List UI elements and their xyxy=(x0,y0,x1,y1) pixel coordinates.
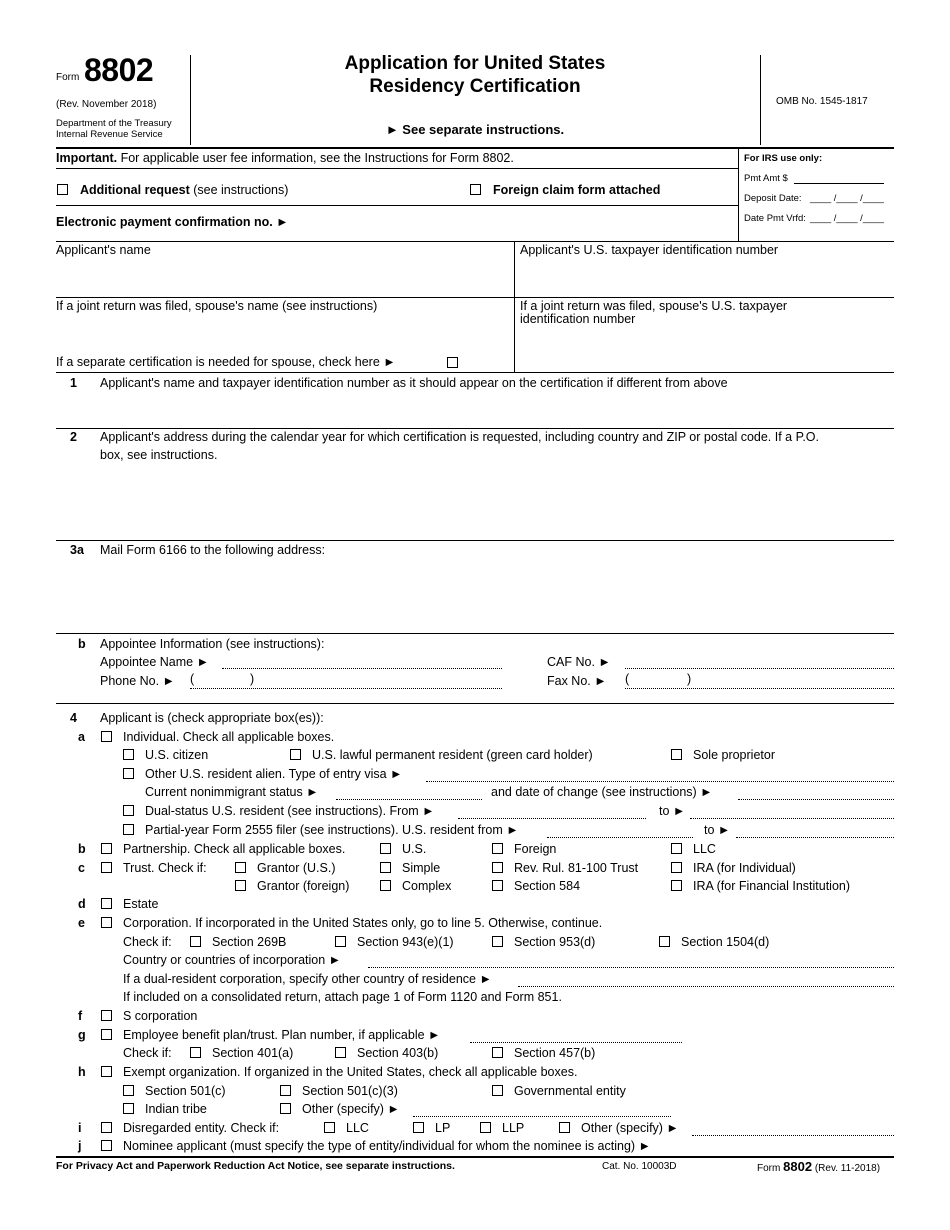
indian-tribe-checkbox[interactable] xyxy=(123,1103,134,1114)
dual-status-label: Dual-status U.S. resident (see instructions). From ► xyxy=(145,804,435,818)
date-change-field[interactable] xyxy=(738,799,894,800)
nominee-label: Nominee applicant (must specify the type of entity/individual for whom the nominee is acting) ► xyxy=(123,1139,651,1153)
important-text: For applicable user fee information, see the Instructions for Form 8802. xyxy=(120,151,514,165)
line-1-number: 1 xyxy=(70,376,77,390)
form-title-line2: Residency Certification xyxy=(369,76,581,97)
line-4h-letter: h xyxy=(78,1065,86,1079)
partnership-checkbox[interactable] xyxy=(101,843,112,854)
partnership-us-checkbox[interactable] xyxy=(380,843,391,854)
see-instructions: ► See separate instructions. xyxy=(385,122,565,137)
nonimmigrant-label: Current nonimmigrant status ► xyxy=(145,785,319,799)
partnership-us-label: U.S. xyxy=(402,842,427,856)
spouse-name-label: If a joint return was filed, spouse's name (see instructions) xyxy=(56,299,378,313)
privacy-notice: For Privacy Act and Paperwork Reduction Act Notice, see separate instructions. xyxy=(56,1160,455,1172)
estate-checkbox[interactable] xyxy=(101,898,112,909)
date-change-label: and date of change (see instructions) ► xyxy=(491,785,713,799)
grantor-foreign-checkbox[interactable] xyxy=(235,880,246,891)
line-2-label-1: Applicant's address during the calendar year for which certification is requested, including country and ZIP or postal code. If a P.O. xyxy=(100,430,819,444)
footer-form-number: 8802 xyxy=(783,1159,813,1174)
ira-individual-label: IRA (for Individual) xyxy=(693,861,796,875)
partnership-llc-checkbox[interactable] xyxy=(671,843,682,854)
phone-paren-close: ) xyxy=(250,672,255,686)
additional-request-label xyxy=(80,183,288,197)
epay-label: Electronic payment confirmation no. ► xyxy=(56,215,289,229)
important-note xyxy=(56,151,514,165)
deposit-date-blanks: ____ /____ /____ xyxy=(810,193,884,204)
line-3b-letter: b xyxy=(78,637,86,651)
corporation-label: Corporation. If incorporated in the United States only, go to line 5. Otherwise, continue. xyxy=(123,916,603,930)
spouse-tin-label-1: If a joint return was filed, spouse's U.S. taxpayer xyxy=(520,299,788,313)
country-inc-field[interactable] xyxy=(368,967,894,968)
other-resident-label: Other U.S. resident alien. Type of entry visa ► xyxy=(145,767,403,781)
individual-checkbox[interactable] xyxy=(101,731,112,742)
disregarded-llc-checkbox[interactable] xyxy=(324,1122,335,1133)
disregarded-llc-label: LLC xyxy=(346,1121,369,1135)
grantor-foreign-label: Grantor (foreign) xyxy=(257,879,350,893)
line-4g-letter: g xyxy=(78,1028,86,1042)
foreign-claim-label: Foreign claim form attached xyxy=(493,183,661,197)
country-inc-label: Country or countries of incorporation ► xyxy=(123,953,342,967)
governmental-entity-label: Governmental entity xyxy=(514,1084,626,1098)
disregarded-entity-label: Disregarded entity. Check if: xyxy=(123,1121,280,1135)
additional-request-bold: Additional request xyxy=(80,183,190,197)
phone-no-field[interactable] xyxy=(190,688,502,689)
separate-cert-label: If a separate certification is needed for spouse, check here ► xyxy=(56,355,396,369)
revision-date: (Rev. November 2018) xyxy=(56,99,157,110)
other-resident-checkbox[interactable] xyxy=(123,768,134,779)
partial-year-to-field[interactable] xyxy=(736,837,894,838)
us-citizen-checkbox[interactable] xyxy=(123,749,134,760)
line-4j-letter: j xyxy=(78,1139,82,1153)
section-501c3-checkbox[interactable] xyxy=(280,1085,291,1096)
appointee-name-label: Appointee Name ► xyxy=(100,655,209,669)
footer-revision: (Rev. 11-2018) xyxy=(814,1163,881,1174)
disregarded-other-field[interactable] xyxy=(692,1135,894,1136)
line-3b-label: Appointee Information (see instructions): xyxy=(100,637,325,651)
lpr-checkbox[interactable] xyxy=(290,749,301,760)
line-3a-label: Mail Form 6166 to the following address: xyxy=(100,543,326,557)
line-3a-number: 3a xyxy=(70,543,84,557)
section-584-checkbox[interactable] xyxy=(492,880,503,891)
spouse-tin-label-2: identification number xyxy=(520,312,636,326)
section-1504-checkbox[interactable] xyxy=(659,936,670,947)
dual-status-to-label: to ► xyxy=(659,804,686,818)
fax-paren-open: ( xyxy=(625,672,630,686)
rev-rul-checkbox[interactable] xyxy=(492,862,503,873)
line-4c-letter: c xyxy=(78,861,85,875)
lpr-label: U.S. lawful permanent resident (green card holder) xyxy=(312,748,593,762)
line-2-number: 2 xyxy=(70,430,77,444)
section-943-label: Section 943(e)(1) xyxy=(357,935,454,949)
form-title-line1: Application for United States xyxy=(344,53,606,74)
partial-year-label: Partial-year Form 2555 filer (see instructions). U.S. resident from ► xyxy=(145,823,519,837)
section-403b-label: Section 403(b) xyxy=(357,1046,439,1060)
fax-paren-close: ) xyxy=(687,672,692,686)
simple-trust-label: Simple xyxy=(402,861,441,875)
caf-no-field[interactable] xyxy=(625,668,894,669)
section-269b-label: Section 269B xyxy=(212,935,287,949)
section-457b-label: Section 457(b) xyxy=(514,1046,596,1060)
entry-visa-field[interactable] xyxy=(426,781,894,782)
nonimmigrant-field[interactable] xyxy=(336,799,482,800)
disregarded-llp-checkbox[interactable] xyxy=(480,1122,491,1133)
governmental-entity-checkbox[interactable] xyxy=(492,1085,503,1096)
rev-rul-label: Rev. Rul. 81-100 Trust xyxy=(514,861,639,875)
grantor-us-checkbox[interactable] xyxy=(235,862,246,873)
section-501c-checkbox[interactable] xyxy=(123,1085,134,1096)
us-citizen-label: U.S. citizen xyxy=(145,748,209,762)
line-4i-letter: i xyxy=(78,1121,82,1135)
section-403b-checkbox[interactable] xyxy=(335,1047,346,1058)
grantor-us-label: Grantor (U.S.) xyxy=(257,861,336,875)
section-457b-checkbox[interactable] xyxy=(492,1047,503,1058)
fax-no-label: Fax No. ► xyxy=(547,674,607,688)
exempt-other-field[interactable] xyxy=(413,1116,671,1117)
plan-number-field[interactable] xyxy=(470,1042,682,1043)
partnership-foreign-checkbox[interactable] xyxy=(492,843,503,854)
complex-trust-label: Complex xyxy=(402,879,452,893)
catalog-number: Cat. No. 10003D xyxy=(602,1161,677,1172)
trust-checkbox[interactable] xyxy=(101,862,112,873)
disregarded-llp-label: LLP xyxy=(502,1121,525,1135)
partial-year-to-label: to ► xyxy=(704,823,731,837)
disregarded-entity-checkbox[interactable] xyxy=(101,1122,112,1133)
important-label: Important. xyxy=(56,151,118,165)
line-4f-letter: f xyxy=(78,1009,83,1023)
nominee-checkbox[interactable] xyxy=(101,1140,112,1151)
line-4e-letter: e xyxy=(78,916,85,930)
department-name: Department of the Treasury xyxy=(56,118,172,129)
fax-no-field[interactable] xyxy=(625,688,894,689)
phone-paren-open: ( xyxy=(190,672,195,686)
applicant-name-label: Applicant's name xyxy=(56,243,151,257)
exempt-other-label: Other (specify) ► xyxy=(302,1102,400,1116)
ira-financial-checkbox[interactable] xyxy=(671,880,682,891)
line-4a-letter: a xyxy=(78,730,85,744)
line-4d-letter: d xyxy=(78,897,86,911)
caf-no-label: CAF No. ► xyxy=(547,655,611,669)
sole-proprietor-checkbox[interactable] xyxy=(671,749,682,760)
pmt-amt-label: Pmt Amt $ xyxy=(744,173,788,184)
partial-year-checkbox[interactable] xyxy=(123,824,134,835)
additional-request-text: (see instructions) xyxy=(193,183,289,197)
line-4-label: Applicant is (check appropriate box(es)): xyxy=(100,711,324,725)
footer-form-word: Form xyxy=(757,1163,781,1174)
disregarded-lp-label: LP xyxy=(435,1121,451,1135)
partnership-foreign-label: Foreign xyxy=(514,842,557,856)
sole-proprietor-label: Sole proprietor xyxy=(693,748,775,762)
section-953-checkbox[interactable] xyxy=(492,936,503,947)
foreign-claim-checkbox[interactable] xyxy=(470,184,481,195)
section-401a-label: Section 401(a) xyxy=(212,1046,294,1060)
benefit-plan-label: Employee benefit plan/trust. Plan number, if applicable ► xyxy=(123,1028,441,1042)
dual-status-to-field[interactable] xyxy=(690,818,894,819)
corp-check-if-label: Check if: xyxy=(123,935,172,949)
trust-label: Trust. Check if: xyxy=(123,861,207,875)
complex-trust-checkbox[interactable] xyxy=(380,880,391,891)
s-corporation-label: S corporation xyxy=(123,1009,198,1023)
line-4b-letter: b xyxy=(78,842,86,856)
section-943-checkbox[interactable] xyxy=(335,936,346,947)
line-4-number: 4 xyxy=(70,711,77,725)
section-501c3-label: Section 501(c)(3) xyxy=(302,1084,398,1098)
date-pmt-label: Date Pmt Vrfd: xyxy=(744,213,806,224)
dual-status-checkbox[interactable] xyxy=(123,805,134,816)
exempt-other-checkbox[interactable] xyxy=(280,1103,291,1114)
section-401a-checkbox[interactable] xyxy=(190,1047,201,1058)
section-953-label: Section 953(d) xyxy=(514,935,596,949)
exempt-org-label: Exempt organization. If organized in the United States, check all applicable boxes. xyxy=(123,1065,578,1079)
section-269b-checkbox[interactable] xyxy=(190,936,201,947)
estate-label: Estate xyxy=(123,897,159,911)
individual-label: Individual. Check all applicable boxes. xyxy=(123,730,335,744)
applicant-tin-label: Applicant's U.S. taxpayer identification number xyxy=(520,243,779,257)
disregarded-other-checkbox[interactable] xyxy=(559,1122,570,1133)
line-2-label-2: box, see instructions. xyxy=(100,448,218,462)
simple-trust-checkbox[interactable] xyxy=(380,862,391,873)
irs-use-title: For IRS use only: xyxy=(744,153,823,164)
section-584-label: Section 584 xyxy=(514,879,581,893)
indian-tribe-label: Indian tribe xyxy=(145,1102,207,1116)
plan-check-if-label: Check if: xyxy=(123,1046,172,1060)
additional-request-checkbox[interactable] xyxy=(57,184,68,195)
agency-name: Internal Revenue Service xyxy=(56,129,163,140)
dual-status-from-field[interactable] xyxy=(458,818,646,819)
deposit-date-label: Deposit Date: xyxy=(744,193,802,204)
line-1-label: Applicant's name and taxpayer identification number as it should appear on the certification if different from above xyxy=(100,376,728,390)
phone-no-label: Phone No. ► xyxy=(100,674,175,688)
ira-individual-checkbox[interactable] xyxy=(671,862,682,873)
partial-year-from-field[interactable] xyxy=(547,837,693,838)
form-number: 8802 xyxy=(84,52,154,88)
consolidated-note: If included on a consolidated return, attach page 1 of Form 1120 and Form 851. xyxy=(123,990,562,1004)
disregarded-other-label: Other (specify) ► xyxy=(581,1121,679,1135)
section-1504-label: Section 1504(d) xyxy=(681,935,770,949)
disregarded-lp-checkbox[interactable] xyxy=(413,1122,424,1133)
partnership-llc-label: LLC xyxy=(693,842,716,856)
pmt-amt-line xyxy=(794,183,884,184)
separate-cert-checkbox[interactable] xyxy=(447,357,458,368)
appointee-name-field[interactable] xyxy=(222,668,502,669)
date-pmt-blanks: ____ /____ /____ xyxy=(810,213,884,224)
dual-resident-label: If a dual-resident corporation, specify other country of residence ► xyxy=(123,972,492,986)
corporation-checkbox[interactable] xyxy=(101,917,112,928)
partnership-label: Partnership. Check all applicable boxes. xyxy=(123,842,346,856)
dual-resident-field[interactable] xyxy=(518,986,894,987)
form-label: Form xyxy=(56,72,80,83)
exempt-org-checkbox[interactable] xyxy=(101,1066,112,1077)
s-corporation-checkbox[interactable] xyxy=(101,1010,112,1021)
footer-form-id xyxy=(757,1159,880,1174)
omb-number: OMB No. 1545-1817 xyxy=(776,96,868,107)
benefit-plan-checkbox[interactable] xyxy=(101,1029,112,1040)
ira-financial-label: IRA (for Financial Institution) xyxy=(693,879,851,893)
section-501c-label: Section 501(c) xyxy=(145,1084,226,1098)
